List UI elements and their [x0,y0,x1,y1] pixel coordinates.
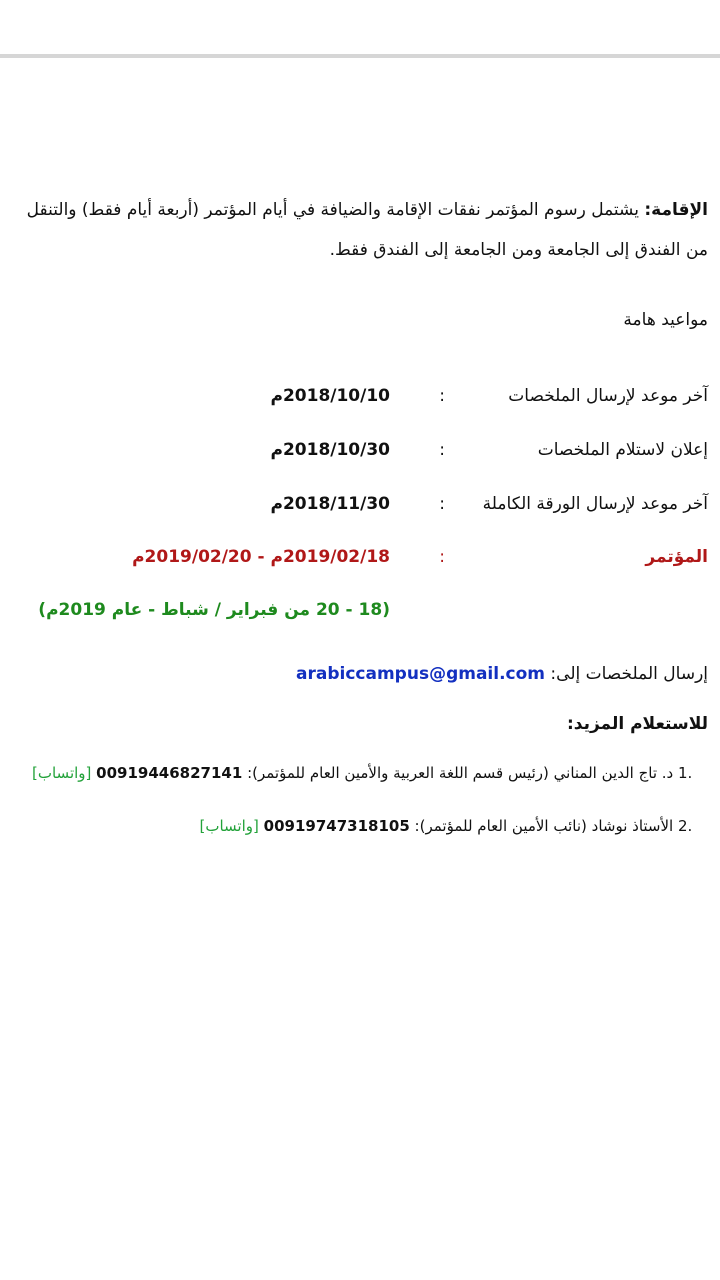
contact-name: د. تاج الدين المناني (رئيس قسم اللغة العربية والأمين العام للمؤتمر): [247,764,674,782]
accommodation-label: الإقامة: [644,200,708,220]
date-value: 2018/10/30م [270,440,390,460]
date-row-abstract-acceptance [0,440,708,470]
date-row-conference [0,547,708,577]
conference-note: (18 - 20 من فبراير / شباط - عام 2019م) [38,600,390,620]
contact-number: 1. [678,764,693,782]
conference-dates: 2019/02/18م - 2019/02/20م [132,547,390,567]
date-value: 2018/11/30م [270,494,390,514]
date-value: 2018/10/10م [270,386,390,406]
contact-phone[interactable]: 00919446827141 [96,764,243,782]
date-row-abstract-deadline [0,386,708,416]
whatsapp-tag[interactable]: [واتساب] [32,764,92,782]
date-label: آخر موعد لإرسال الملخصات [508,386,708,406]
submission-label: إرسال الملخصات إلى: [550,664,708,684]
accommodation-text: يشتمل رسوم المؤتمر نفقات الإقامة والضيافة في أيام المؤتمر (أربعة أيام فقط) والتنقل من الفندق إلى الجامعة ومن الجامعة إلى الفندق فقط. [26,200,708,260]
date-label: آخر موعد لإرسال الورقة الكاملة [482,494,708,514]
date-row-full-paper-deadline [0,494,708,524]
accommodation-paragraph [0,190,708,270]
contact-name: الأستاذ نوشاد (نائب الأمين العام للمؤتمر): [414,817,674,835]
date-colon: : [439,440,445,460]
date-label: إعلان لاستلام الملخصات [537,440,708,460]
dates-title: مواعيد هامة [623,310,708,330]
date-colon: : [439,386,445,406]
inquiry-title: للاستعلام المزيد: [566,714,708,734]
submission-line [296,664,708,684]
conference-colon: : [439,547,445,567]
contact-number: 2. [678,817,693,835]
conference-label: المؤتمر [645,547,708,567]
contact-phone[interactable]: 00919747318105 [263,817,410,835]
top-divider [0,54,720,58]
whatsapp-tag[interactable]: [واتساب] [199,817,259,835]
contact-item [32,764,708,782]
date-colon: : [439,494,445,514]
contact-item [199,817,708,835]
conference-note-row [0,600,708,630]
email-link[interactable]: arabiccampus@gmail.com [296,664,546,684]
